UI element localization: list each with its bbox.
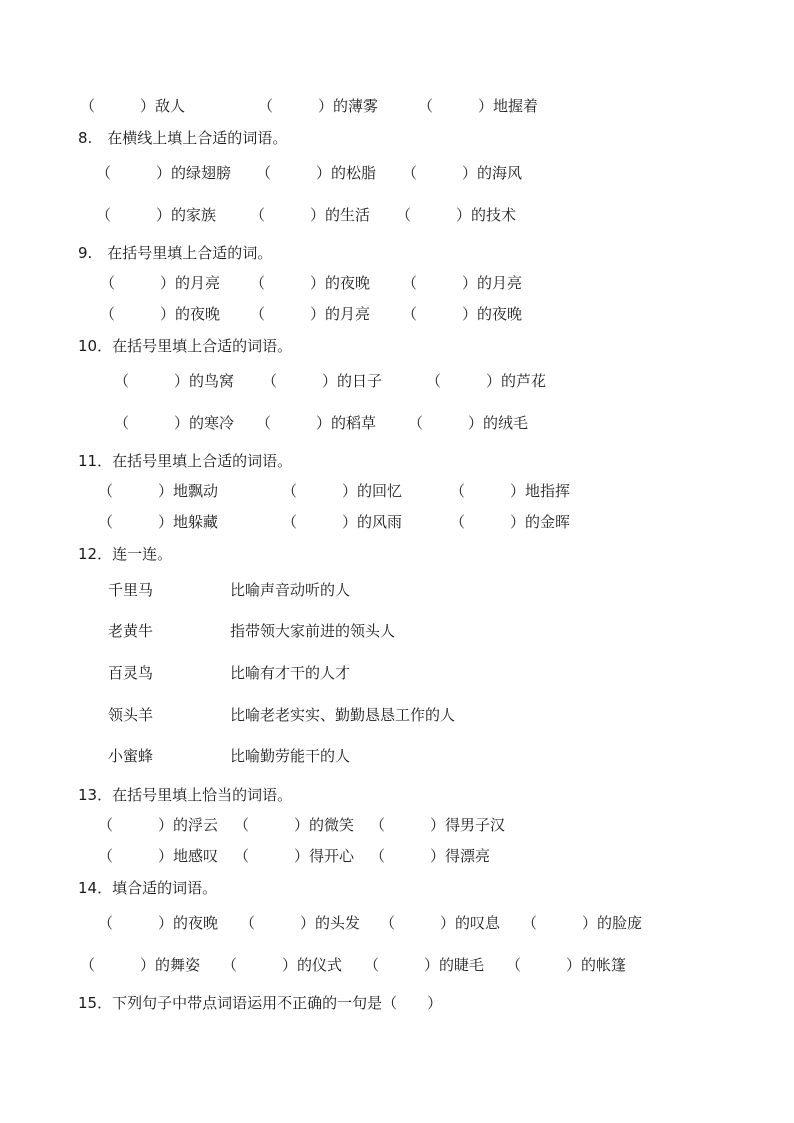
match-right-item: 比喻老老实实、勤勤恳恳工作的人 — [230, 706, 456, 724]
fill-item: （ ）地飘动 — [98, 482, 219, 500]
fill-item: （ ）的夜晚 — [402, 305, 523, 323]
fill-item: （ ）的金晖 — [450, 513, 571, 531]
fill-item: （ ）的仪式 — [222, 956, 343, 974]
fill-item: （ ）的月亮 — [250, 305, 371, 323]
fill-item: （ ）地感叹 — [98, 847, 219, 865]
match-left-item: 百灵鸟 — [108, 664, 154, 682]
fill-item: （ ）的微笑 — [234, 816, 355, 834]
fill-item: （ ）的寒冷 — [114, 414, 235, 432]
fill-item: （ ）的脸庞 — [522, 914, 643, 932]
fill-item: （ ）的技术 — [396, 206, 517, 224]
question-title: 10．在括号里填上合适的词语。 — [78, 337, 293, 355]
fill-item: （ ）的头发 — [240, 914, 361, 932]
fill-item: （ ）地握着 — [418, 97, 539, 115]
match-left-item: 千里马 — [108, 581, 154, 599]
match-right-item: 比喻声音动听的人 — [230, 581, 351, 599]
fill-item: （ ）的夜晚 — [100, 305, 221, 323]
fill-item: （ ）的月亮 — [100, 274, 221, 292]
match-left-item: 老黄牛 — [108, 622, 154, 640]
match-right-item: 比喻有才干的人才 — [230, 664, 351, 682]
question-title: 15．下列句子中带点词语运用不正确的一句是（ ） — [78, 994, 443, 1012]
fill-item: （ ）的绒毛 — [408, 414, 529, 432]
fill-item: （ ）的帐篷 — [506, 956, 627, 974]
question-title: 12．连一连。 — [78, 545, 173, 563]
fill-item: （ ）的家族 — [96, 206, 217, 224]
question-title: 13．在括号里填上恰当的词语。 — [78, 786, 293, 804]
fill-item: （ ）的夜晚 — [98, 914, 219, 932]
fill-item: （ ）地指挥 — [450, 482, 571, 500]
fill-item: （ ）的薄雾 — [258, 97, 379, 115]
question-title: 14．填合适的词语。 — [78, 879, 218, 897]
fill-item: （ ）的海风 — [402, 164, 523, 182]
fill-item: （ ）的月亮 — [402, 274, 523, 292]
fill-item: （ ）的稻草 — [256, 414, 377, 432]
fill-item: （ ）的叹息 — [380, 914, 501, 932]
fill-item: （ ）得漂亮 — [370, 847, 491, 865]
fill-item: （ ）得男子汉 — [370, 816, 506, 834]
fill-item: （ ）的松脂 — [256, 164, 377, 182]
match-right-item: 比喻勤劳能干的人 — [230, 747, 351, 765]
fill-item: （ ）地躲藏 — [98, 513, 219, 531]
fill-item: （ ）的绿翅膀 — [96, 164, 232, 182]
fill-item: （ ）的舞姿 — [80, 956, 201, 974]
fill-item: （ ）得开心 — [234, 847, 355, 865]
fill-item: （ ）敌人 — [80, 97, 186, 115]
fill-item: （ ）的风雨 — [282, 513, 403, 531]
match-right-item: 指带领大家前进的领头人 — [230, 622, 396, 640]
fill-item: （ ）的鸟窝 — [114, 372, 235, 390]
fill-item: （ ）的生活 — [250, 206, 371, 224]
question-title: 9. 在括号里填上合适的词。 — [78, 244, 273, 262]
fill-item: （ ）的芦花 — [426, 372, 547, 390]
fill-item: （ ）的回忆 — [282, 482, 403, 500]
question-title: 11．在括号里填上合适的词语。 — [78, 452, 293, 470]
fill-item: （ ）的夜晚 — [250, 274, 371, 292]
match-left-item: 领头羊 — [108, 706, 154, 724]
fill-item: （ ）的日子 — [262, 372, 383, 390]
question-title: 8. 在横线上填上合适的词语。 — [78, 129, 288, 147]
fill-item: （ ）的睫毛 — [364, 956, 485, 974]
match-left-item: 小蜜蜂 — [108, 747, 154, 765]
fill-item: （ ）的浮云 — [98, 816, 219, 834]
